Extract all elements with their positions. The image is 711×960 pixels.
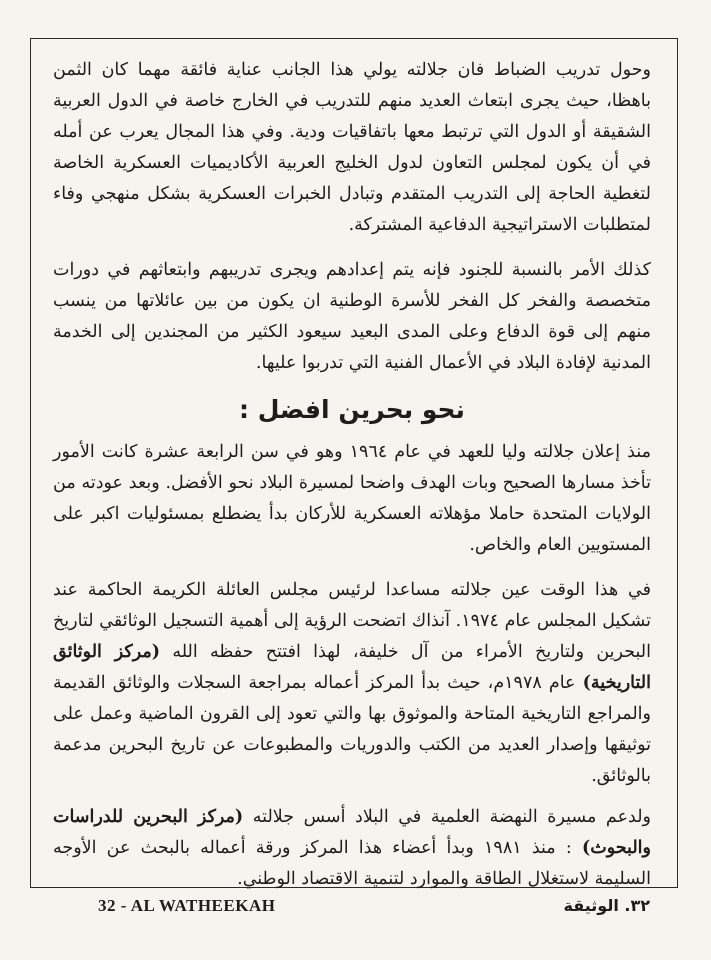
documents-center-text: عام ١٩٧٨م، حيث بدأ المركز أعماله بمراجعة السجلات والوثائق القديمة والمراجع التاريخية المتاحة والموثوق بها والتي تعود إلى القرون الماضية وعمل على توثيقها وإصدار العديد من الكتب والدوريات والمطبوعات عن تاريخ البحرين مدعمة بالوثائق. — [53, 673, 651, 786]
footer-page-label-arabic: ٣٢. الوثيقة — [563, 896, 650, 915]
page-frame — [30, 38, 678, 888]
footer-page-label-latin: 32 - AL WATHEEKAH — [98, 896, 276, 915]
studies-intro-text: ولدعم مسيرة النهضة العلمية في البلاد أسس جلالته — [252, 807, 651, 827]
paragraph-soldiers: كذلك الأمر بالنسبة للجنود فإنه يتم إعدادهم ويجرى تدريبهم وابتعاثهم في دورات متخصصة والفخر كل الفخر للأسرة الوطنية ان يكون من بين عائلاتها من ينسب منهم إلى قوة الدفاع وعلى المدى البعيد سيعود الكثير من المجندين إلى الخدمة المدنية لإفادة البلاد في الأعمال الفنية التي تدربوا عليها. — [53, 260, 651, 373]
section-heading: نحو بحرين افضل : — [239, 395, 465, 424]
paragraph-family-council — [53, 575, 651, 792]
article-body — [53, 55, 651, 895]
studies-center-name: (مركز البحرين للدراسات والبحوث) — [53, 807, 651, 858]
family-council-text: في هذا الوقت عين جلالته مساعدا لرئيس مجلس العائلة الكريمة الحاكمة عند تشكيل المجلس عام ١٩٧٤. آنذاك اتضحت الرؤية إلى أهمية التسجيل الوثائقي لتاريخ البحرين ولتاريخ الأمراء من آل خليفة، لهذا افتتح حفظه الله — [53, 580, 651, 662]
paragraph-officer-training: وحول تدريب الضباط فان جلالته يولي هذا الجانب عناية فائقة مهما كان الثمن باهظا، حيث يجرى ابتعاث العديد منهم للتدريب في الخارج خاصة في الدول العربية الشقيقة أو الدول التي ترتبط معها باتفاقيات ودية. وفي هذا المجال يعرب عن أمله في أن يكون لمجلس التعاون لدول الخليج العربية الأكاديميات العسكرية الخاصة لتغطية الحاجة إلى التدريب المتقدم وتبادل الخبرات العسكرية بشكل منهجي وفاء لمتطلبات الاستراتيجية الدفاعية المشتركة. — [53, 60, 651, 235]
studies-center-text: : منذ ١٩٨١ وبدأ أعضاء هذا المركز ورقة أعماله بالبحث عن الأوجه السليمة لاستغلال الطاقة والموارد لتنمية الاقتصاد الوطني. — [53, 838, 651, 889]
paragraph-crown-prince: منذ إعلان جلالته وليا للعهد في عام ١٩٦٤ وهو في سن الرابعة عشرة كانت الأمور تأخذ مسارها الصحيح وبات الهدف واضحا لمسيرة البلاد نحو الأفضل. وبعد عودته من الولايات المتحدة حاملا مؤهلاته العسكرية للأركان بدأ يضطلع بمسئوليات اكبر على المستويين العام والخاص. — [53, 442, 651, 555]
page-footer — [30, 896, 678, 922]
documents-center-name: (مركز الوثائق التاريخية) — [53, 642, 651, 693]
paragraph-studies-center — [53, 802, 651, 895]
